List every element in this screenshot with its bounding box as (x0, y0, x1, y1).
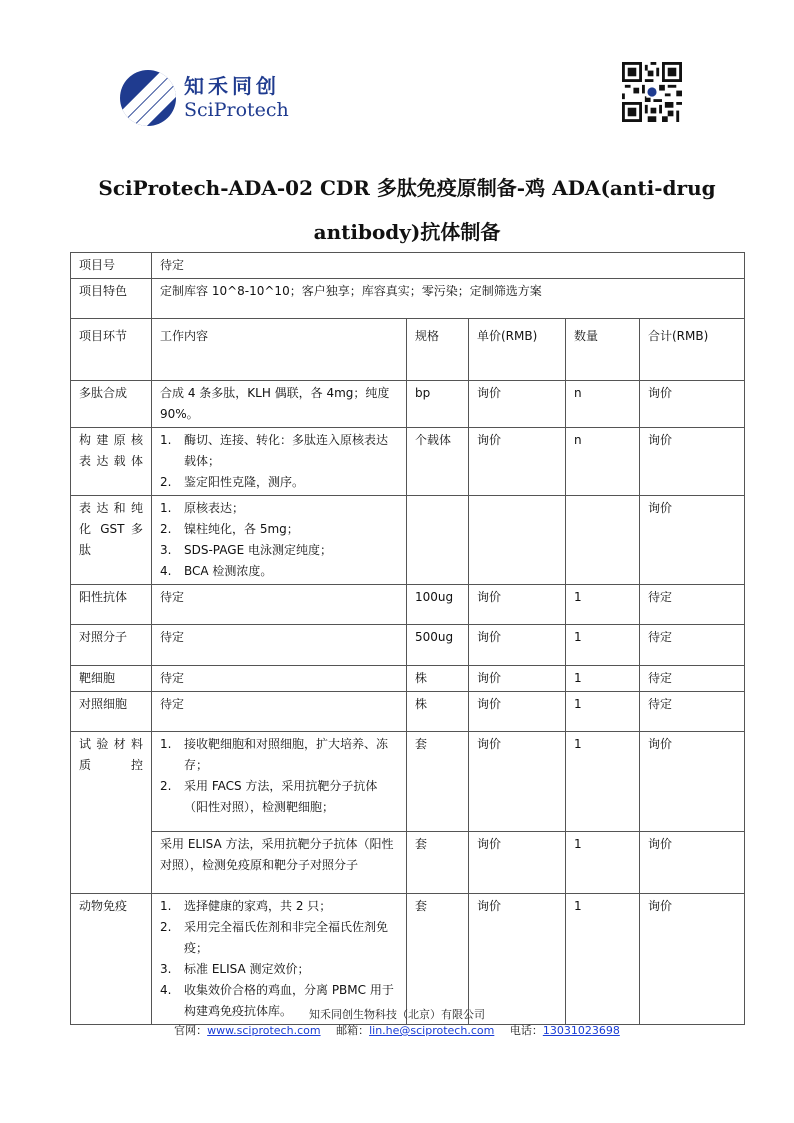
project-number-label: 项目号 (71, 253, 152, 279)
table-row (71, 894, 745, 1025)
content-cell: 待定 (152, 585, 407, 625)
spec-cell: 株 (407, 692, 469, 732)
stage-cell: 构 建 原 核 表达载体 (71, 428, 152, 496)
total-cell: 待定 (640, 625, 745, 666)
total-cell: 询价 (640, 428, 745, 496)
table-header: 工作内容 (152, 319, 407, 381)
table-row (71, 585, 745, 625)
price-cell: 询价 (469, 732, 566, 832)
logo-english-name: SciProtech (184, 99, 289, 121)
content-cell (152, 894, 407, 1025)
stage-cell: 靶细胞 (71, 666, 152, 692)
price-cell: 询价 (469, 832, 566, 894)
spec-cell: bp (407, 381, 469, 428)
list-item: 2. 采用完全福氏佐剂和非完全福氏佐剂免疫； (160, 920, 389, 955)
table-header: 合计(RMB) (640, 319, 745, 381)
table-row (71, 428, 745, 496)
content-cell (152, 496, 407, 585)
stage-cell: 多肽合成 (71, 381, 152, 428)
spec-cell: 套 (407, 832, 469, 894)
table-row (71, 692, 745, 732)
price-cell: 询价 (469, 692, 566, 732)
list-item: 1. 选择健康的家鸡，共 2 只； (160, 899, 332, 913)
list-item: 4. BCA 检测浓度。 (160, 564, 273, 578)
footer-contacts (0, 1022, 794, 1038)
document-title-line-1: SciProtech-ADA-02 CDR 多肽免疫原制备-鸡 ADA(anti-drug (98, 176, 716, 200)
total-cell: 询价 (640, 381, 745, 428)
company-logo (120, 70, 289, 126)
document-title-line-2: antibody)抗体制备 (313, 220, 501, 244)
content-cell (152, 732, 407, 832)
table-row (71, 279, 745, 319)
price-cell: 询价 (469, 428, 566, 496)
stage-cell: 动物免疫 (71, 894, 152, 1025)
stage-cell: 试 验 材 料 质控 (71, 732, 152, 894)
table-header: 规格 (407, 319, 469, 381)
content-cell (152, 428, 407, 496)
project-features-label: 项目特色 (71, 279, 152, 319)
phone-label: 电话： (509, 1024, 543, 1037)
price-cell (469, 496, 566, 585)
qty-cell (566, 496, 640, 585)
spec-cell: 500ug (407, 625, 469, 666)
total-cell: 待定 (640, 666, 745, 692)
list-item: 2. 鉴定阳性克隆，测序。 (160, 475, 305, 489)
table-row (71, 732, 745, 832)
qty-cell: 1 (566, 625, 640, 666)
content-cell: 合成 4 条多肽，KLH 偶联，各 4mg；纯度 90%。 (152, 381, 407, 428)
project-number-value: 待定 (152, 253, 745, 279)
table-header-row (71, 319, 745, 381)
list-item: 2. 采用 FACS 方法，采用抗靶分子抗体（阳性对照），检测靶细胞； (160, 779, 378, 814)
total-cell: 待定 (640, 585, 745, 625)
email-link[interactable]: lin.he@sciprotech.com (369, 1024, 495, 1037)
table-row (71, 496, 745, 585)
qr-code-icon (622, 62, 682, 122)
list-item: 1. 接收靶细胞和对照细胞，扩大培养、冻存； (160, 737, 389, 772)
content-cell: 采用 ELISA 方法，采用抗靶分子抗体（阳性对照），检测免疫原和靶分子对照分子 (152, 832, 407, 894)
spec-cell: 套 (407, 894, 469, 1025)
list-item: 4. 收集效价合格的鸡血，分离 PBMC 用于构建鸡免疫抗体库。 (160, 983, 394, 1018)
stage-cell: 对照分子 (71, 625, 152, 666)
qty-cell: n (566, 428, 640, 496)
content-cell: 待定 (152, 666, 407, 692)
website-link[interactable]: www.sciprotech.com (207, 1024, 321, 1037)
list-item: 2. 镍柱纯化，各 5mg； (160, 522, 299, 536)
list-item: 3. SDS-PAGE 电泳测定纯度； (160, 543, 332, 557)
website-label: 官网： (174, 1024, 208, 1037)
quote-table (70, 252, 745, 1025)
total-cell: 询价 (640, 732, 745, 832)
table-row (71, 666, 745, 692)
table-header: 项目环节 (71, 319, 152, 381)
table-row (71, 832, 745, 894)
logo-mark-icon (120, 70, 176, 126)
email-label: 邮箱： (336, 1024, 370, 1037)
qty-cell: 1 (566, 692, 640, 732)
table-header: 单价(RMB) (469, 319, 566, 381)
total-cell: 待定 (640, 692, 745, 732)
qty-cell: 1 (566, 666, 640, 692)
list-item: 3. 标准 ELISA 测定效价； (160, 962, 310, 976)
content-cell: 待定 (152, 692, 407, 732)
qty-cell: 1 (566, 832, 640, 894)
content-cell: 待定 (152, 625, 407, 666)
price-cell: 询价 (469, 625, 566, 666)
table-row (71, 625, 745, 666)
qty-cell: 1 (566, 585, 640, 625)
footer-company-name: 知禾同创生物科技（北京）有限公司 (309, 1008, 485, 1021)
stage-cell: 阳性抗体 (71, 585, 152, 625)
table-row (71, 253, 745, 279)
stage-cell: 对照细胞 (71, 692, 152, 732)
spec-cell (407, 496, 469, 585)
total-cell: 询价 (640, 894, 745, 1025)
spec-cell: 套 (407, 732, 469, 832)
spec-cell: 个载体 (407, 428, 469, 496)
phone-link[interactable]: 13031023698 (542, 1024, 620, 1037)
total-cell: 询价 (640, 496, 745, 585)
logo-chinese-name: 知禾同创 (184, 74, 280, 98)
table-row (71, 381, 745, 428)
list-item: 1. 酶切、连接、转化：多肽连入原核表达载体； (160, 433, 389, 468)
price-cell: 询价 (469, 585, 566, 625)
stage-cell: 表 达 和 纯 化 GST 多肽 (71, 496, 152, 585)
table-header: 数量 (566, 319, 640, 381)
qty-cell: n (566, 381, 640, 428)
qty-cell: 1 (566, 732, 640, 832)
spec-cell: 100ug (407, 585, 469, 625)
price-cell: 询价 (469, 381, 566, 428)
price-cell: 询价 (469, 666, 566, 692)
list-item: 1. 原核表达； (160, 501, 245, 515)
spec-cell: 株 (407, 666, 469, 692)
qty-cell: 1 (566, 894, 640, 1025)
project-features-value: 定制库容 10^8-10^10；客户独享；库容真实；零污染；定制筛选方案 (152, 279, 745, 319)
price-cell: 询价 (469, 894, 566, 1025)
total-cell: 询价 (640, 832, 745, 894)
